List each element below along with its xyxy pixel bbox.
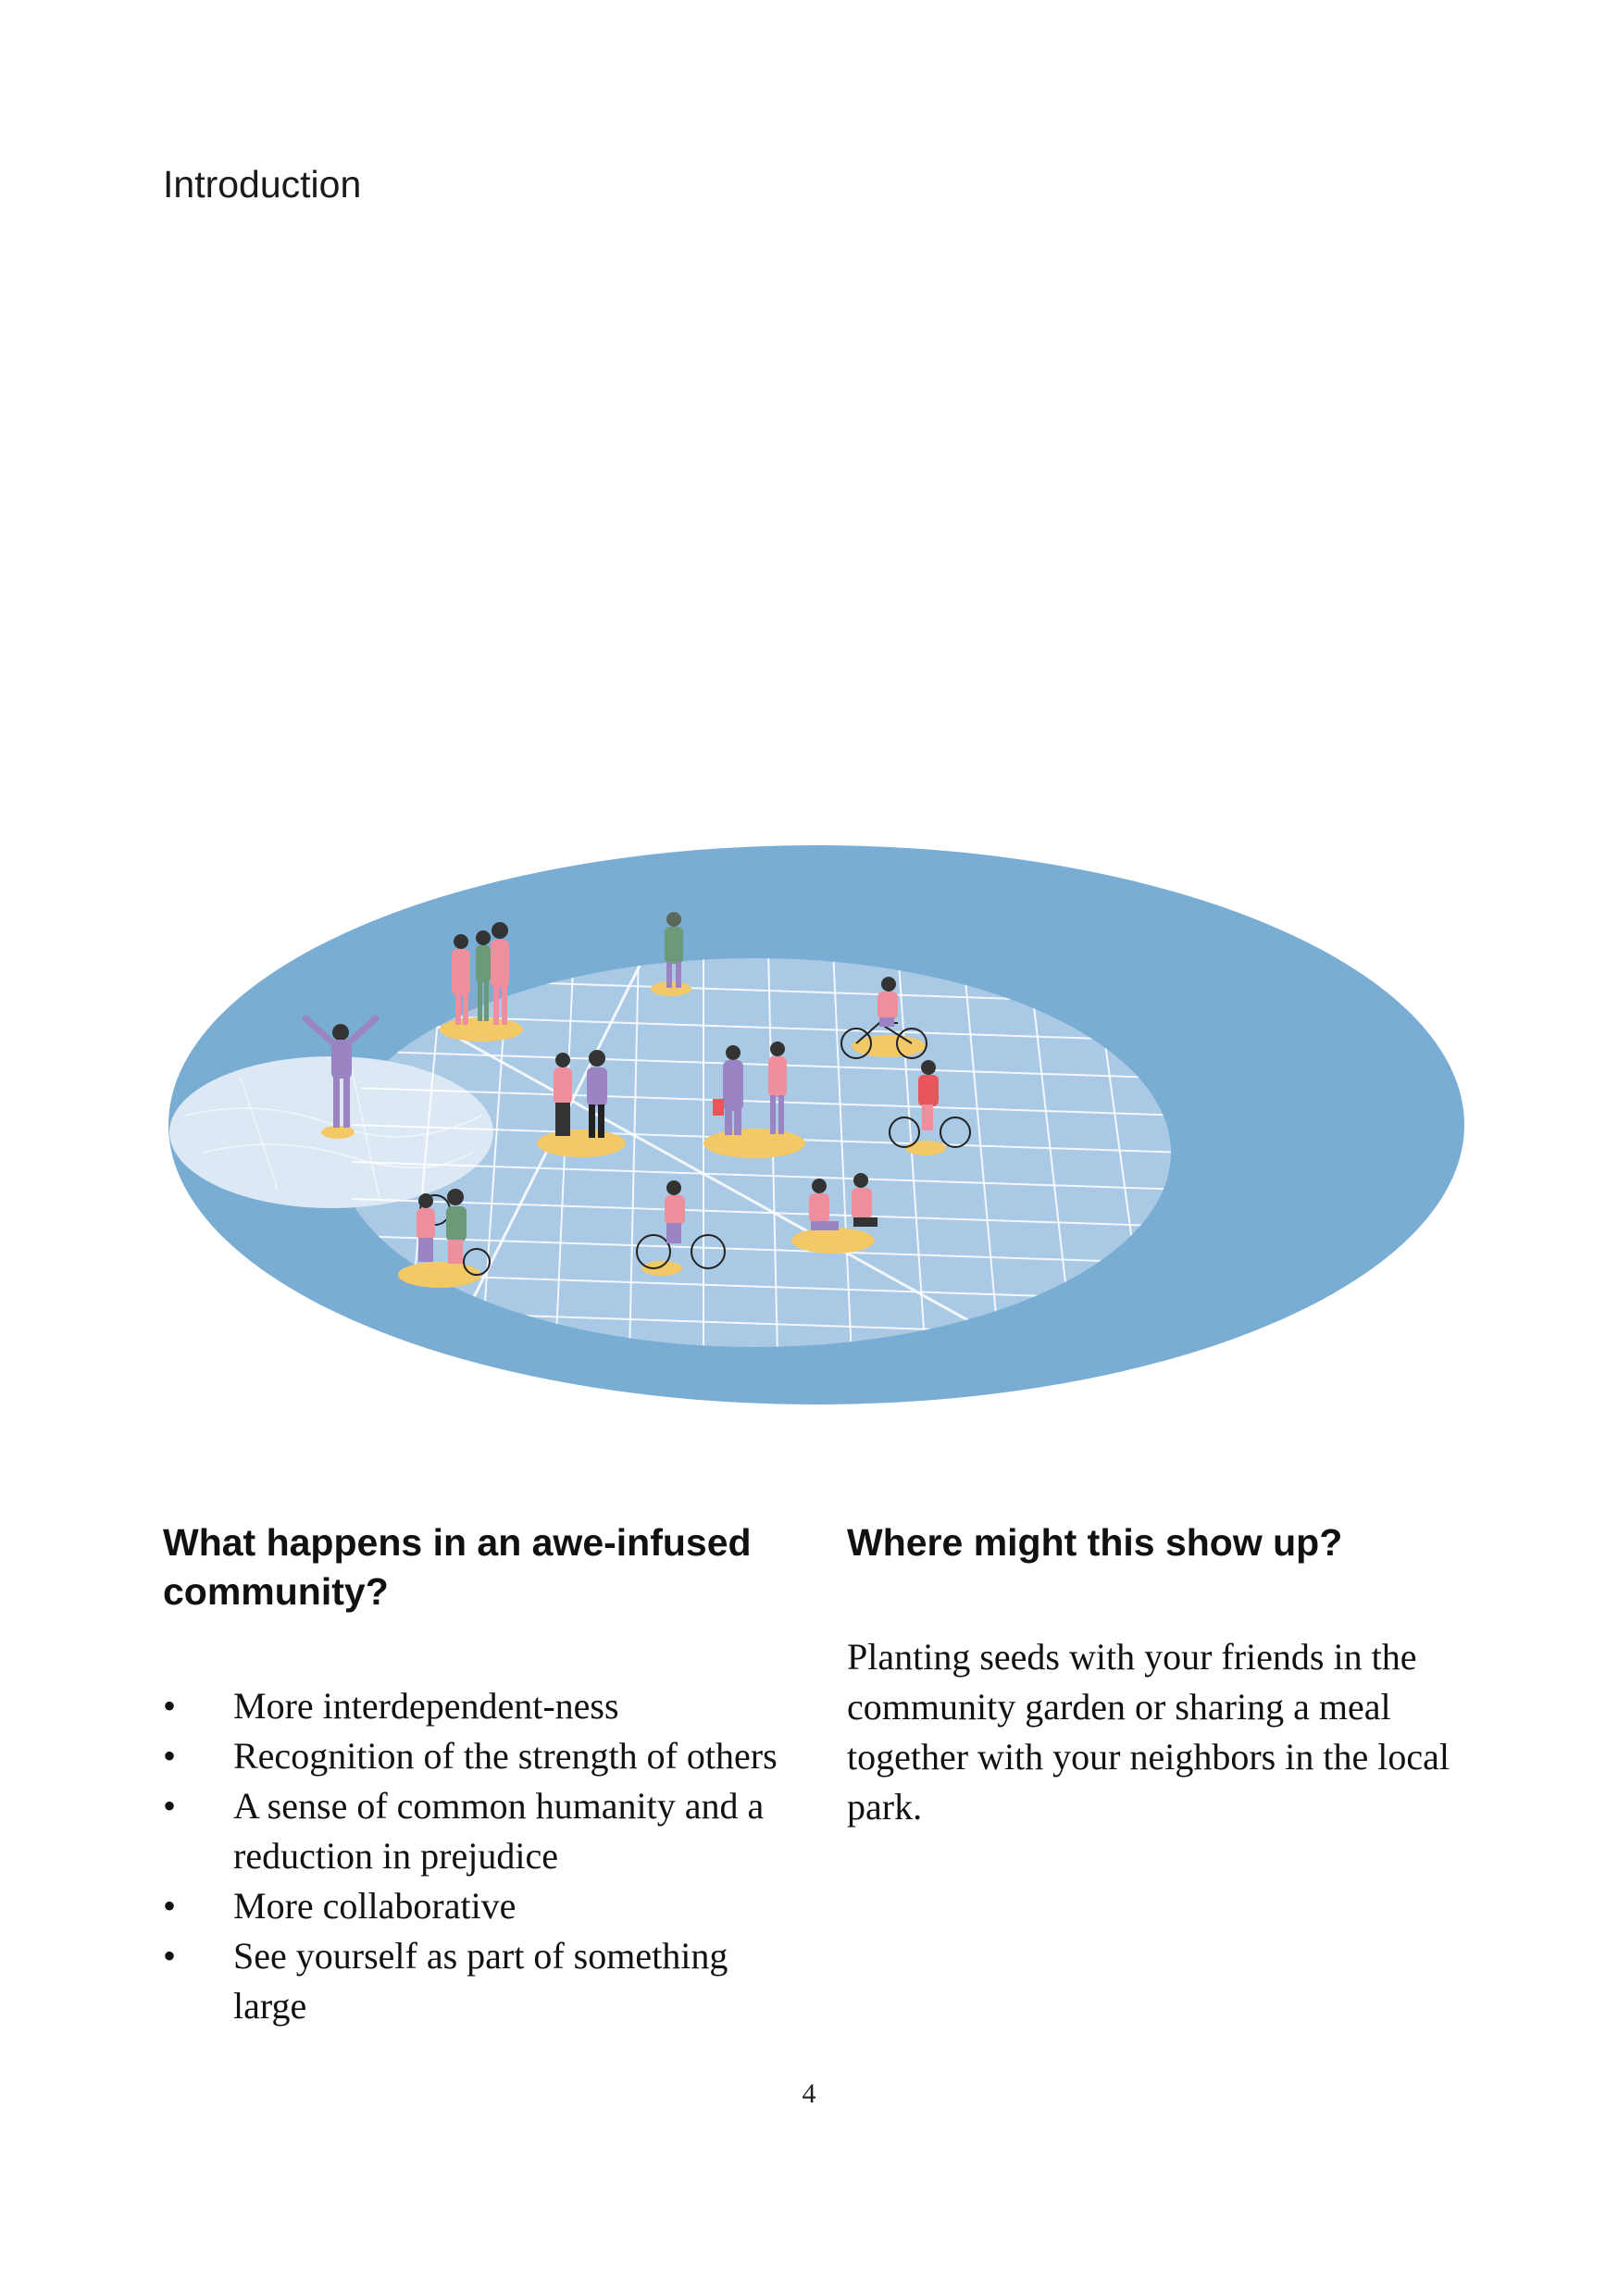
left-heading: What happens in an awe-infused community? [163, 1521, 752, 1613]
list-item: • Recognition of the strength of others [163, 1731, 802, 1781]
list-item: • A sense of common humanity and a reduction in prejudice [163, 1781, 802, 1881]
bullet-list [163, 1681, 802, 2031]
list-item: • More interdependent-ness [163, 1681, 802, 1731]
section-label: Introduction [163, 163, 362, 206]
right-column [847, 1518, 1495, 1832]
left-column [163, 1518, 802, 2031]
bullet-icon: • [163, 1935, 177, 1977]
page-number: 4 [802, 2078, 816, 2109]
right-heading: Where might this show up? [847, 1521, 1343, 1564]
bullet-icon: • [163, 1685, 177, 1727]
right-paragraph: Planting seeds with your friends in the community garden or sharing a meal together with your neighbors in the local park. [847, 1636, 1450, 1828]
community-illustration [167, 838, 1467, 1407]
bullet-icon: • [163, 1735, 177, 1777]
bullet-icon: • [163, 1785, 177, 1827]
list-item: • More collaborative [163, 1881, 802, 1931]
bullet-icon: • [163, 1885, 177, 1927]
list-item: • See yourself as part of something large [163, 1931, 802, 2031]
